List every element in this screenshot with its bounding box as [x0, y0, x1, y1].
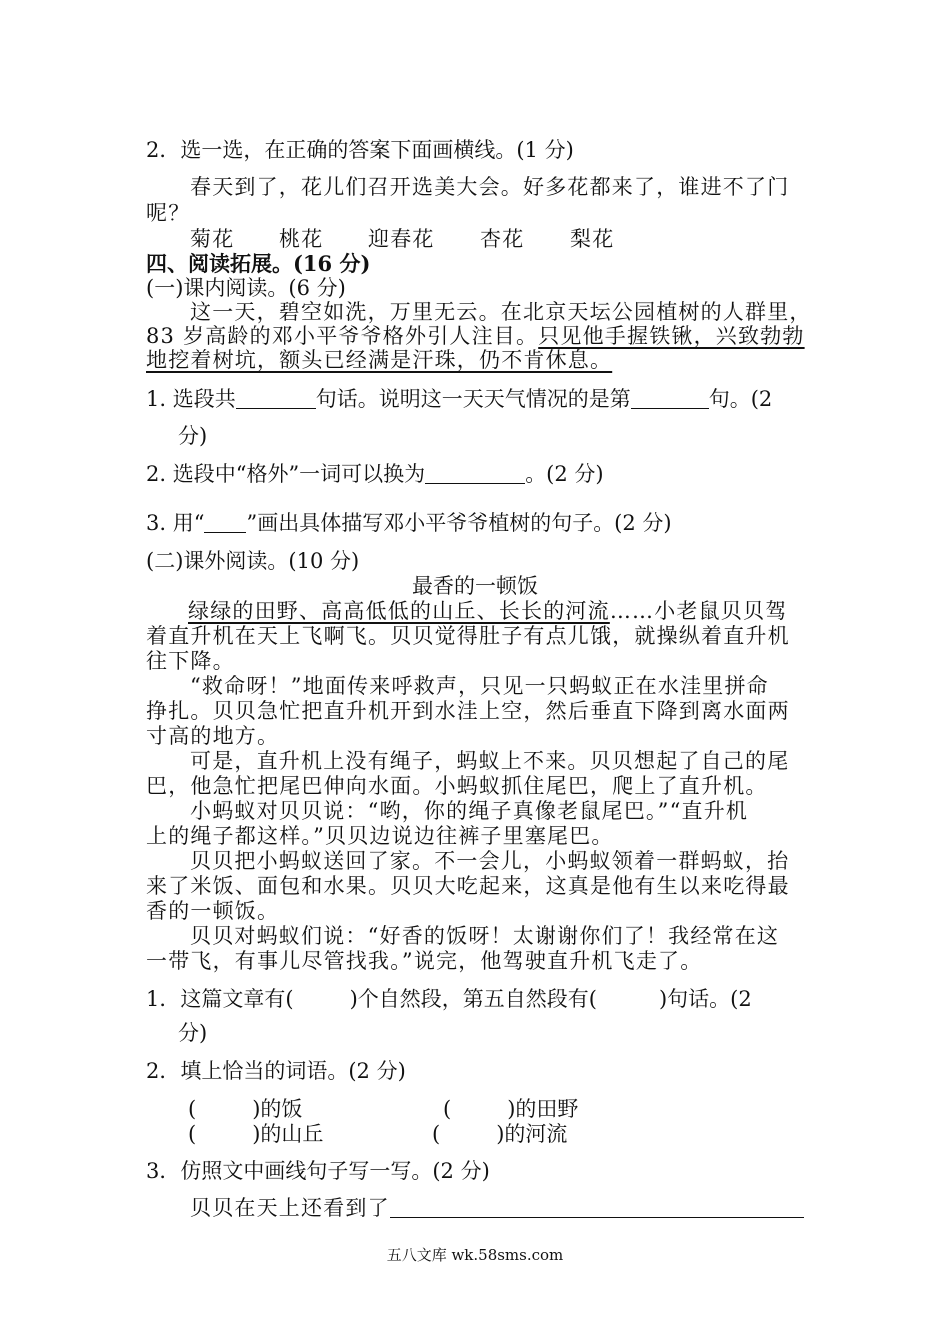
fill-item-4-text: )的河流	[496, 1122, 568, 1146]
answer-blank-long[interactable]	[390, 1197, 804, 1218]
story-line-6: 寸高的地方。	[146, 724, 280, 748]
answer-blank-3[interactable]	[425, 463, 525, 484]
story-line-1	[188, 598, 787, 624]
part1-q3-b: ”画出具体描写邓小平爷爷植树的句子。(2 分)	[246, 511, 672, 535]
part1-passage-line1: 这一天，碧空如洗，万里无云。在北京天坛公园植树的人群里，	[190, 300, 812, 324]
section4-title: 四、阅读拓展。(16 分)	[146, 251, 371, 276]
part1-q1-b: 句话。说明这一天天气情况的是第	[315, 387, 631, 411]
story-line-2: 着直升机在天上飞啊飞。贝贝觉得肚子有点儿饿，就操纵着直升机	[146, 624, 790, 648]
fill-item-4[interactable]	[432, 1121, 567, 1147]
story-line-7: 可是，直升机上没有绳子，蚂蚁上不来。贝贝想起了自己的尾	[190, 749, 790, 773]
part1-title: (一)课内阅读。(6 分)	[146, 276, 346, 300]
story-line-9: 小蚂蚁对贝贝说：“哟，你的绳子真像老鼠尾巴。”“直升机	[190, 799, 749, 823]
part2-q3-prompt: 贝贝在天上还看到了	[190, 1196, 390, 1220]
part2-q1-a: 1．这篇文章有(	[146, 987, 294, 1011]
q2-option-1: 菊花	[190, 227, 235, 251]
part1-q1-a: 1. 选段共	[146, 387, 236, 411]
part1-q2-b: 。(2 分)	[525, 462, 604, 486]
fill-item-2-open: (	[443, 1097, 452, 1121]
part1-q1-continued: 分)	[178, 424, 208, 448]
story-line-1b: ……小老鼠贝贝驾	[609, 599, 788, 623]
fill-item-3-open: (	[188, 1122, 197, 1146]
underline-sample	[204, 512, 246, 533]
part1-q1	[146, 386, 772, 412]
part2-q1-continued: 分)	[178, 1021, 208, 1045]
q2-option-3: 迎春花	[368, 227, 435, 251]
part1-q2	[146, 461, 604, 487]
part2-q1	[146, 986, 752, 1012]
part1-q2-a: 2. 选段中“格外”一词可以换为	[146, 462, 426, 486]
part2-q1-b: )个自然段，第五自然段有(	[349, 987, 597, 1011]
fill-item-3[interactable]	[188, 1121, 323, 1147]
part1-q3	[146, 510, 672, 536]
part1-q3-a: 3. 用“	[146, 511, 205, 535]
answer-blank-2[interactable]	[631, 388, 709, 409]
q2-paragraph-line2: 呢？	[146, 201, 191, 225]
q2-paragraph-line1: 春天到了，花儿们召开选美大会。好多花都来了，谁进不了门	[190, 175, 790, 199]
story-line-13: 香的一顿饭。	[146, 899, 280, 923]
part1-passage-line2	[146, 323, 805, 349]
fill-item-1-open: (	[188, 1097, 197, 1121]
fill-item-2[interactable]	[443, 1096, 578, 1122]
q2-title: 2．选一选，在正确的答案下面画横线。(1 分)	[146, 138, 574, 162]
part2-q1-c: )句话。(2	[658, 987, 752, 1011]
q2-option-5: 梨花	[570, 227, 615, 251]
story-underlined-phrase: 绿绿的田野、高高低低的山丘、长长的河流	[188, 599, 610, 623]
story-line-15: 一带飞，有事儿尽管找我。”说完，他驾驶直升机飞走了。	[146, 949, 703, 973]
part2-q2-title: 2．填上恰当的词语。(2 分)	[146, 1059, 406, 1083]
answer-blank-1[interactable]	[236, 388, 316, 409]
fill-item-2-text: )的田野	[507, 1097, 579, 1121]
story-line-5: 挣扎。贝贝急忙把直升机开到水洼上空，然后垂直下降到离水面两	[146, 699, 790, 723]
part2-q3-answer-line	[190, 1195, 804, 1221]
story-line-3: 往下降。	[146, 649, 235, 673]
part1-passage-line2a: 83 岁高龄的邓小平爷爷格外引人注目。	[146, 324, 539, 348]
part2-title: (二)课外阅读。(10 分)	[146, 549, 360, 573]
q2-option-4: 杏花	[480, 227, 525, 251]
story-line-11: 贝贝把小蚂蚁送回了家。不一会儿，小蚂蚁领着一群蚂蚁，抬	[190, 849, 790, 873]
story-line-12: 来了米饭、面包和水果。贝贝大吃起来，这真是他有生以来吃得最	[146, 874, 790, 898]
fill-item-1[interactable]	[188, 1096, 302, 1122]
fill-item-1-text: )的饭	[252, 1097, 303, 1121]
part2-q3-title: 3．仿照文中画线句子写一写。(2 分)	[146, 1159, 490, 1183]
underlined-sentence-b: 地挖着树坑，额头已经满是汗珠，仍不肯休息。	[146, 348, 613, 372]
story-line-10: 上的绳子都这样。”贝贝边说边往裤子里塞尾巴。	[146, 824, 614, 848]
underlined-sentence-a: 只见他手握铁锹，兴致勃勃	[538, 324, 805, 348]
story-line-14: 贝贝对蚂蚁们说：“好香的饭呀！太谢谢你们了！我经常在这	[190, 924, 780, 948]
q2-option-2: 桃花	[279, 227, 324, 251]
story-line-8: 巴，他急忙把尾巴伸向水面。小蚂蚁抓住尾巴，爬上了直升机。	[146, 774, 768, 798]
story-line-4: “救命呀！”地面传来呼救声，只见一只蚂蚁正在水洼里拼命	[190, 674, 769, 698]
story-title: 最香的一顿饭	[412, 574, 538, 598]
footer-watermark: 五八文库 wk.58sms.com	[386, 1246, 564, 1264]
fill-item-4-open: (	[432, 1122, 441, 1146]
part1-q1-c: 句。(2	[708, 387, 773, 411]
fill-item-3-text: )的山丘	[252, 1122, 324, 1146]
